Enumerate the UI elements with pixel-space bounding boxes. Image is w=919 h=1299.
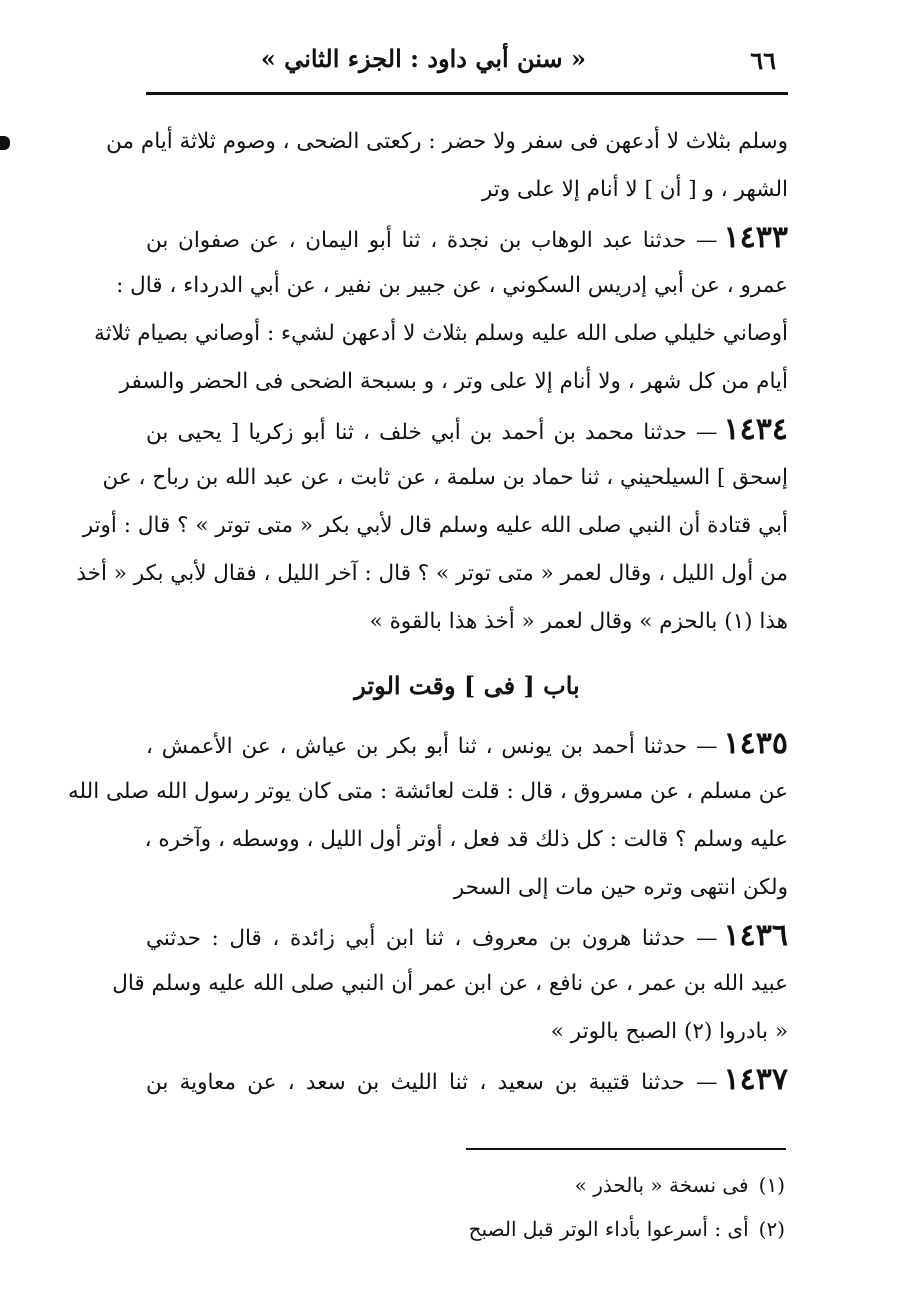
- footnotes: [385, 1163, 785, 1251]
- text-line: [146, 214, 788, 262]
- line-text: من أول الليل ، وقال لعمر « متى توتر » ؟ قال : آخر الليل ، فقال لأبي بكر « أخذ: [76, 561, 788, 586]
- hadith-number: ١٤٣٧: [723, 1062, 788, 1097]
- margin-mark: [0, 136, 10, 150]
- text-line: [146, 406, 788, 454]
- footnote-text: فى نسخة « بالحذر »: [574, 1173, 749, 1197]
- page-number: ٦٦: [750, 46, 776, 75]
- line-text: إسحق ] السيلحيني ، ثنا حماد بن سلمة ، عن ثابت ، عن عبد الله بن رباح ، عن: [102, 465, 788, 490]
- text-line: [76, 550, 788, 598]
- line-text: عمرو ، عن أبي إدريس السكوني ، عن جبير بن نفير ، عن أبي الدرداء ، قال :: [116, 273, 788, 298]
- text-line: [146, 1008, 788, 1056]
- footnote: [385, 1207, 785, 1251]
- body-text: [68, 118, 788, 1104]
- line-text: — حدثنا محمد بن أحمد بن أبي خلف ، ثنا أبو زكريا [ يحيى بن: [146, 420, 718, 445]
- line-text: عليه وسلم ؟ قالت : كل ذلك قد فعل ، أوتر أول الليل ، ووسطه ، وآخره ،: [144, 827, 788, 852]
- header-rule: [146, 92, 788, 95]
- text-line: [106, 118, 788, 166]
- line-text: أيام من كل شهر ، ولا أنام إلا على وتر ، و بسبحة الضحى فى الحضر والسفر: [119, 369, 788, 394]
- text-line: [146, 166, 788, 214]
- line-text: هذا (١) بالحزم » وقال لعمر « أخذ هذا بالقوة »: [369, 609, 788, 634]
- line-text: أبي قتادة أن النبي صلى الله عليه وسلم قال لأبي بكر « متى توتر » ؟ قال : أوتر: [82, 513, 788, 538]
- text-block-1: [76, 118, 788, 646]
- section-title: باب [ فى ] وقت الوتر: [354, 671, 580, 700]
- footnote-mark: (٢): [758, 1217, 785, 1241]
- line-text: عبيد الله بن عمر ، عن نافع ، عن ابن عمر أن النبي صلى الله عليه وسلم قال: [112, 971, 788, 996]
- line-text: « بادروا (٢) الصبح بالوتر »: [550, 1019, 788, 1044]
- line-text: — حدثنا هرون بن معروف ، ثنا ابن أبي زائدة ، قال : حدثني: [146, 926, 718, 951]
- text-block-2: [68, 720, 788, 1104]
- hadith-number: ١٤٣٤: [723, 412, 788, 447]
- footnote-mark: (١): [758, 1173, 785, 1197]
- hadith-number: ١٤٣٣: [723, 220, 788, 255]
- line-text: ولكن انتهى وتره حين مات إلى السحر: [453, 875, 788, 900]
- running-title: « سنن أبي داود : الجزء الثاني »: [260, 44, 586, 73]
- line-text: — حدثنا عبد الوهاب بن نجدة ، ثنا أبو اليمان ، عن صفوان بن: [146, 228, 718, 253]
- text-line: [146, 1056, 788, 1104]
- text-line: [112, 960, 788, 1008]
- hadith-number: ١٤٣٥: [723, 726, 788, 761]
- text-line: [102, 454, 788, 502]
- line-text: الشهر ، و [ أن ] لا أنام إلا على وتر: [481, 177, 788, 202]
- text-line: [146, 912, 788, 960]
- line-text: — حدثنا أحمد بن يونس ، ثنا أبو بكر بن عياش ، عن الأعمش ،: [146, 734, 718, 759]
- text-line: [82, 502, 788, 550]
- text-line: [94, 310, 788, 358]
- text-line: [68, 768, 788, 816]
- text-line: [146, 598, 788, 646]
- line-text: أوصاني خليلي صلى الله عليه وسلم بثلاث لا أدعهن لشيء : أوصاني بصيام ثلاثة: [94, 321, 788, 346]
- text-line: [146, 720, 788, 768]
- page-header: [146, 44, 786, 90]
- line-text: عن مسلم ، عن مسروق ، قال : قلت لعائشة : متى كان يوتر رسول الله صلى الله: [68, 779, 788, 804]
- text-line: [146, 816, 788, 864]
- text-line: [146, 864, 788, 912]
- hadith-number: ١٤٣٦: [723, 918, 788, 953]
- text-line: [116, 262, 788, 310]
- footnote-text: أى : أسرعوا بأداء الوتر قبل الصبح: [468, 1217, 749, 1241]
- text-line: [119, 358, 788, 406]
- line-text: — حدثنا قتيبة بن سعيد ، ثنا الليث بن سعد ، عن معاوية بن: [146, 1070, 718, 1095]
- line-text: وسلم بثلاث لا أدعهن فى سفر ولا حضر : ركعتى الضحى ، وصوم ثلاثة أيام من: [106, 129, 788, 154]
- footnote: [385, 1163, 785, 1207]
- footnote-rule: [466, 1148, 786, 1150]
